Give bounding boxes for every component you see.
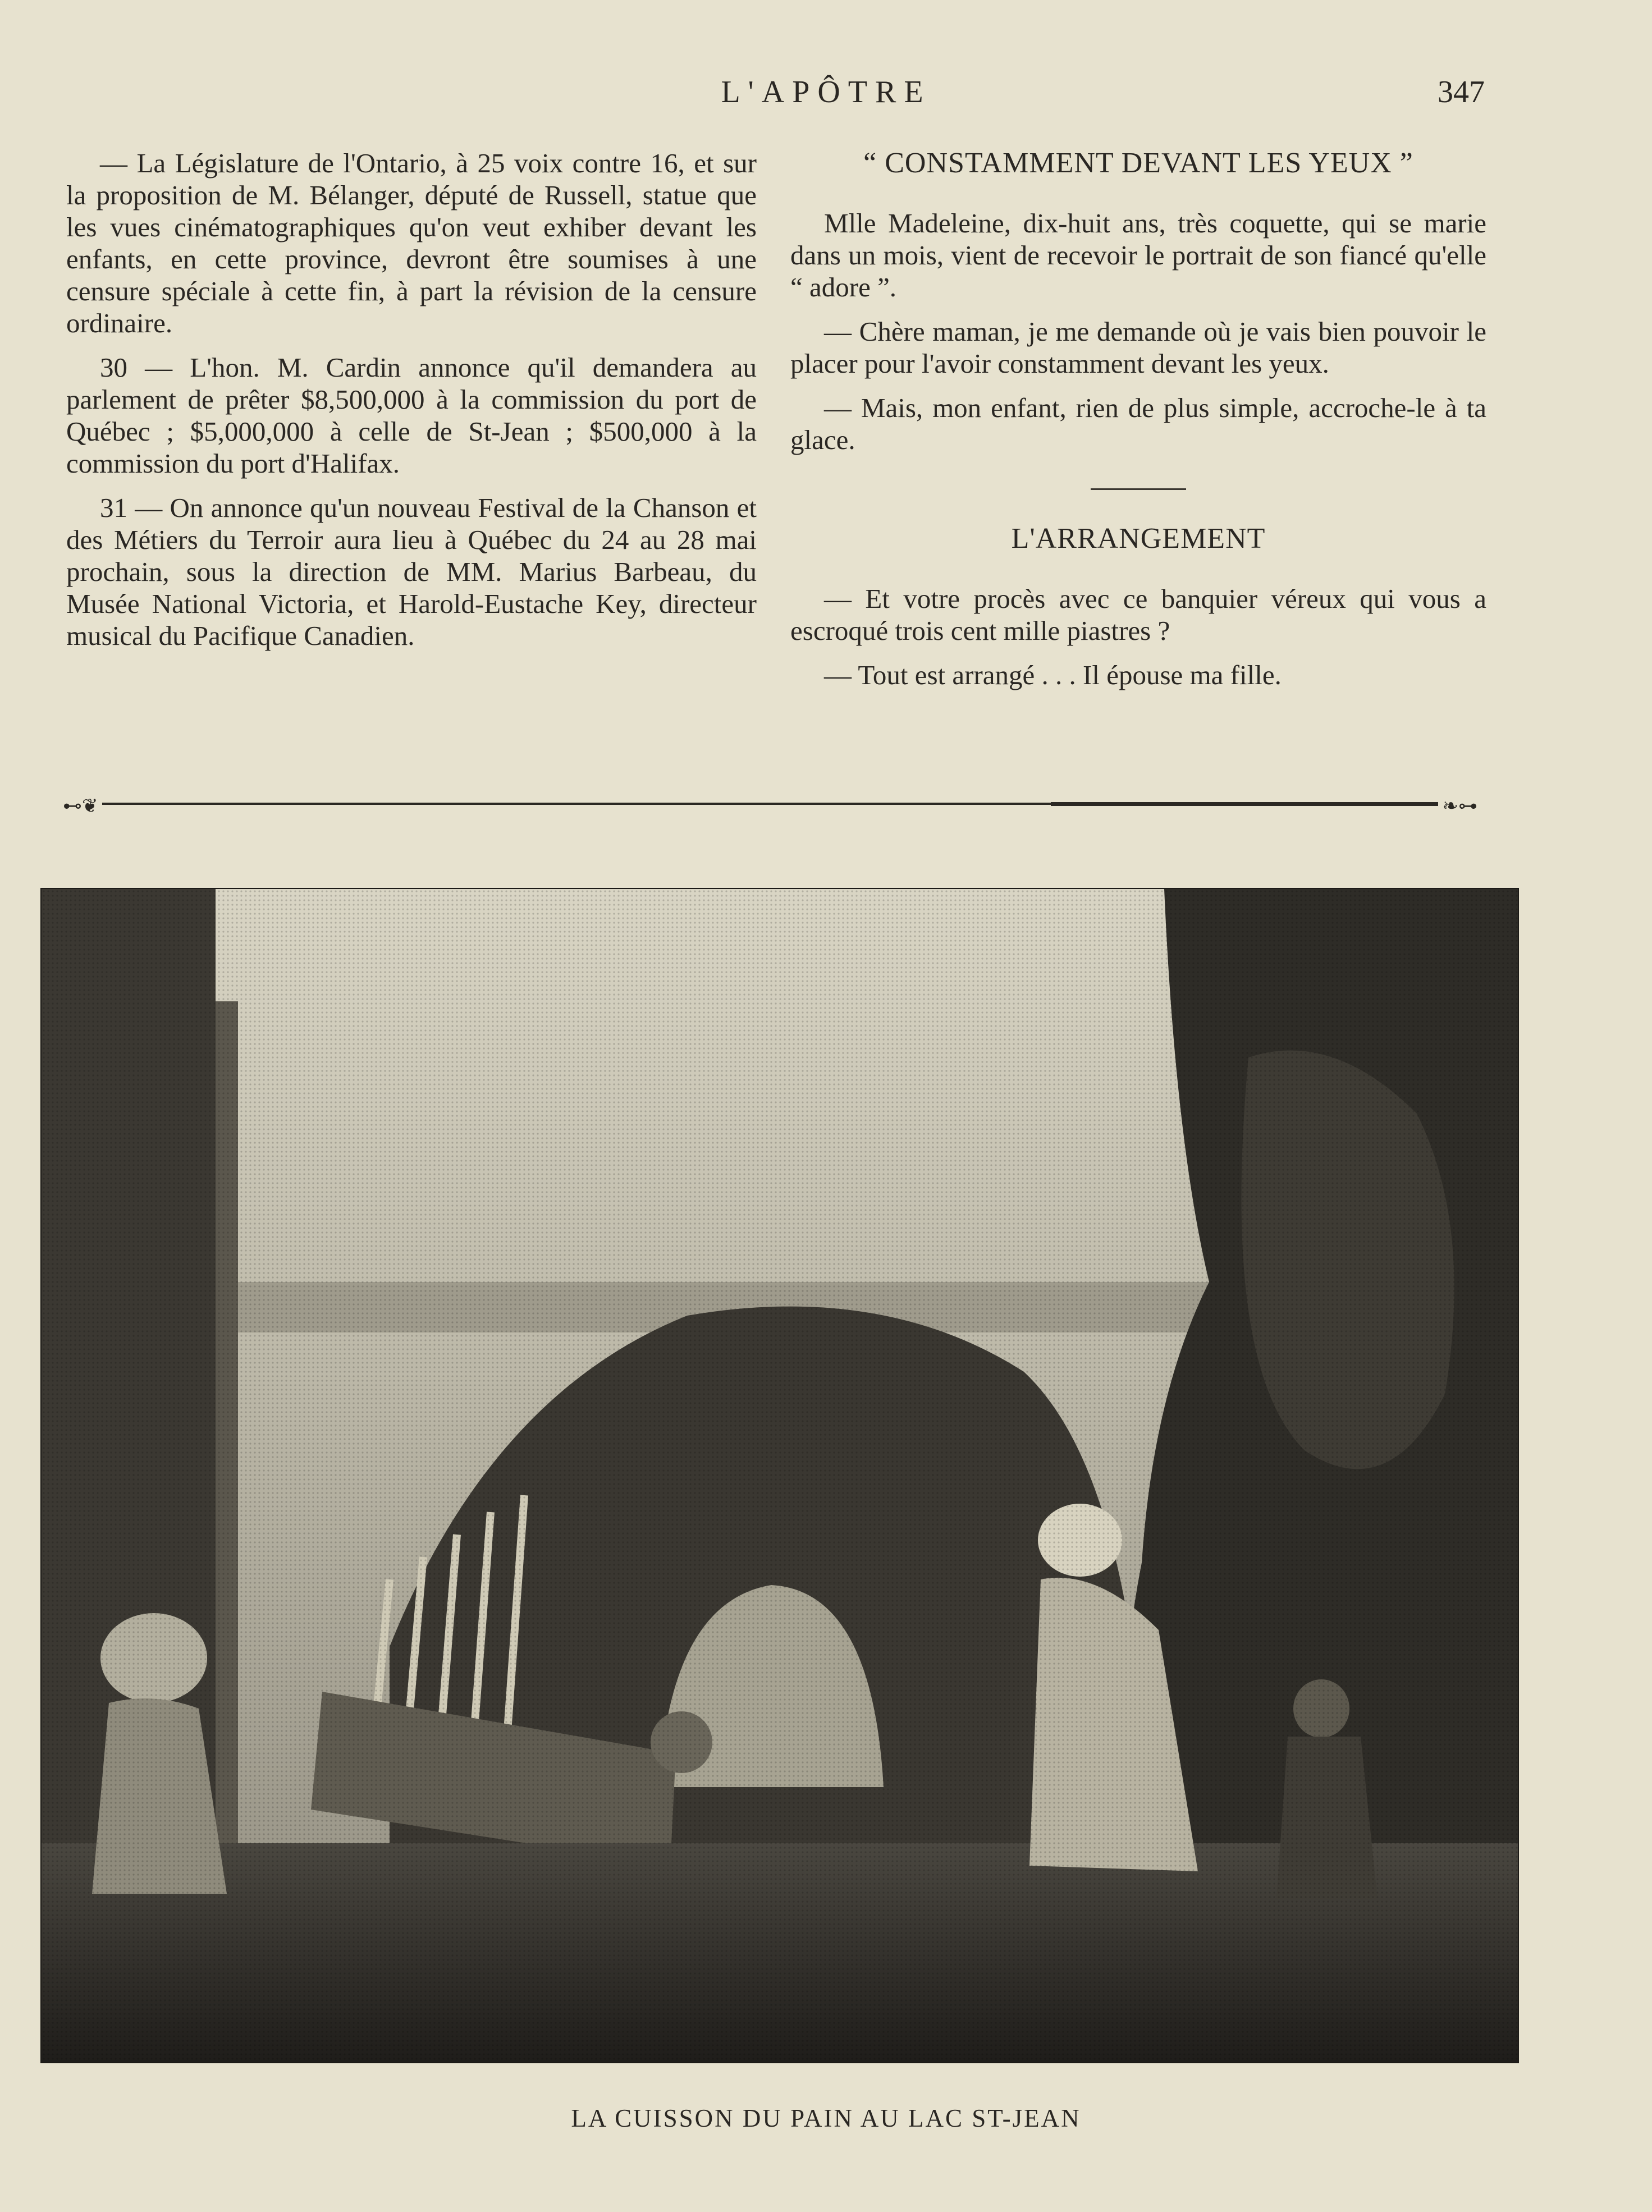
halftone-photograph: [40, 888, 1519, 2063]
section-divider: [1091, 488, 1186, 490]
news-item-festival: 31 — On annonce qu'un nouveau Festival de la Chanson et des Métiers du Terroir aura lieu à Québec du 24 au 28 mai prochain, sous la direction de MM. Marius Barbeau, du Musée National Victoria, et Harold-Eustache Key, directeur musical du Pacifique Canadien.: [66, 492, 757, 651]
anecdote-paragraph: Mlle Madeleine, dix-huit ans, très coquette, qui se marie dans un mois, vient de recevoir le portrait de son fiancé qu'elle “ adore ”.: [790, 208, 1486, 303]
ornamental-rule: [63, 793, 1477, 815]
news-item-ontario: — La Législature de l'Ontario, à 25 voix contre 16, et sur la proposition de M. Bélanger, député de Russell, statue que les vues cinématographiques qu'on veut exhiber devant les enfants, en cette province, devront être soumises à une censure spéciale à cette fin, à part la révision de la censure ordinaire.: [66, 148, 757, 338]
anecdote-paragraph: — Chère maman, je me demande où je vais bien pouvoir le placer pour l'avoir constamment devant les yeux.: [790, 316, 1486, 379]
page-number: 347: [1438, 75, 1485, 109]
section-heading-constamment: “ CONSTAMMENT DEVANT LES YEUX ”: [863, 147, 1413, 179]
anecdote-paragraph: — Mais, mon enfant, rien de plus simple, accroche-le à ta glace.: [790, 392, 1486, 455]
news-item-cardin: 30 — L'hon. M. Cardin annonce qu'il demandera au parlement de prêter $8,500,000 à la commission du port de Québec ; $5,000,000 à celle de St-Jean ; $500,000 à la commission du port d'Halifax.: [66, 352, 757, 479]
photo-caption: LA CUISSON DU PAIN AU LAC ST-JEAN: [571, 2104, 1081, 2132]
ornament-right-icon: ❧⊶: [1442, 796, 1477, 817]
photo-illustration: [42, 889, 1518, 2062]
rule-line-thick: [1051, 802, 1438, 806]
anecdote-paragraph: — Tout est arrangé . . . Il épouse ma fille.: [824, 660, 1282, 690]
left-column: [66, 147, 757, 664]
section-heading-arrangement: L'ARRANGEMENT: [1011, 523, 1266, 555]
running-title: L'APÔTRE: [721, 75, 931, 109]
anecdote-paragraph: — Et votre procès avec ce banquier véreux qui vous a escroqué trois cent mille piastres ?: [790, 583, 1486, 646]
right-column: [790, 147, 1486, 703]
ornament-left-icon: ⊷❦: [63, 796, 98, 817]
